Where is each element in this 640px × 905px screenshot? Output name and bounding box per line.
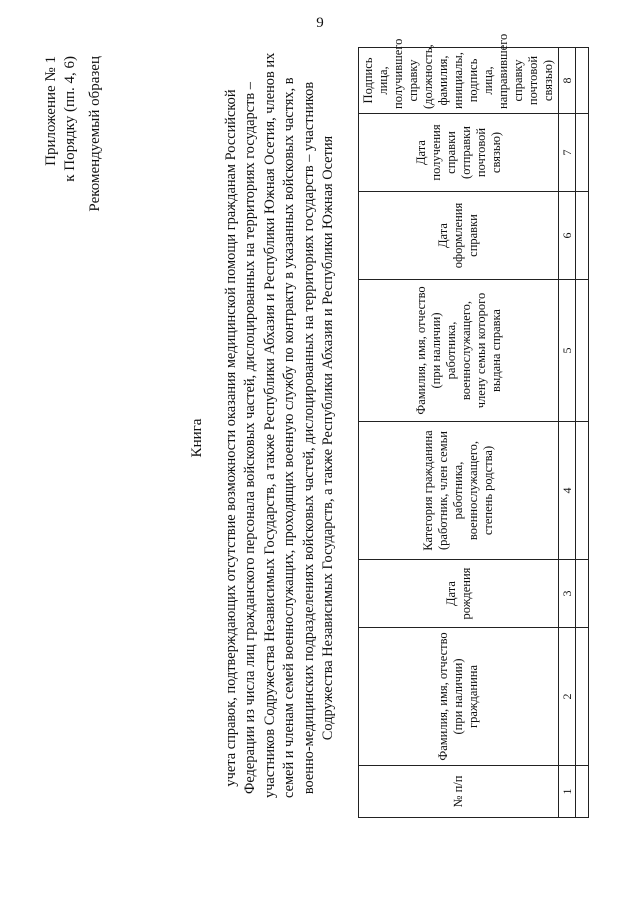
rotated-landscape-content [18,33,618,858]
column-number: 6 [559,192,576,280]
column-number: 5 [559,280,576,422]
title-line: военно-медицинских подразделениях войсковых частей, дислоцированных на территориях государств – участников [300,81,317,795]
empty-cell [576,280,589,422]
empty-cell [576,766,589,818]
title-line: Федерации из числа лиц гражданского персонала войсковых частей, дислоцированных на территориях государств – [242,82,258,795]
title-book-word: Книга [189,418,205,458]
column-number: 2 [559,628,576,766]
column-number: 8 [559,48,576,114]
column-number: 3 [559,560,576,628]
title-line: участников Содружества Независимых Государств, а также Республики Абхазия и Республики Южная Осетия, членов их [261,52,278,798]
empty-cell [576,48,589,114]
column-number: 4 [559,422,576,560]
header-signature: Подпись лица, получившего справку (должность, фамилия, инициалы, подпись лица, направившего справку почтовой связью) [359,48,559,114]
header-category: Категория гражданина (работник, член семьи работника, военнослужащего, степень родства) [359,422,559,560]
header-employee-name: Фамилия, имя, отчество (при наличии) работника, военнослужащего, члену семьи которого выдана справка [359,280,559,422]
recommended-sample-label: Рекомендуемый образец [87,56,103,212]
register-table [358,33,589,818]
appendix-reference [42,56,80,182]
column-number-row [559,48,576,818]
page-number: 9 [316,15,324,31]
header-number: № п/п [359,766,559,818]
table-row [576,48,589,818]
title-line: учета справок, подтверждающих отсутствие возможности оказания медицинской помощи гражданам Российской [222,89,239,787]
document-title [188,52,339,798]
empty-cell [576,192,589,280]
title-line: Содружества Независимых Государств, а также Республики Абхазия и Республики Южная Осетия [320,135,336,741]
column-number: 7 [559,114,576,192]
appendix-line-1: Приложение № 1 [43,56,59,166]
table-header-row [359,48,559,818]
title-line: семей и членам семей военнослужащих, проходящих военную службу по контракту в указанных войсковых частях, в [281,77,297,798]
header-full-name: Фамилия, имя, отчество (при наличии) гражданина [359,628,559,766]
header-receipt-date: Дата получения справки (отправки почтовой связью) [359,114,559,192]
empty-cell [576,114,589,192]
empty-cell [576,560,589,628]
header-issue-date: Дата оформления справки [359,192,559,280]
empty-cell [576,422,589,560]
appendix-line-2: к Порядку (пп. 4, 6) [62,56,78,182]
header-birth-date: Дата рождения [359,560,559,628]
empty-cell [576,628,589,766]
column-number: 1 [559,766,576,818]
